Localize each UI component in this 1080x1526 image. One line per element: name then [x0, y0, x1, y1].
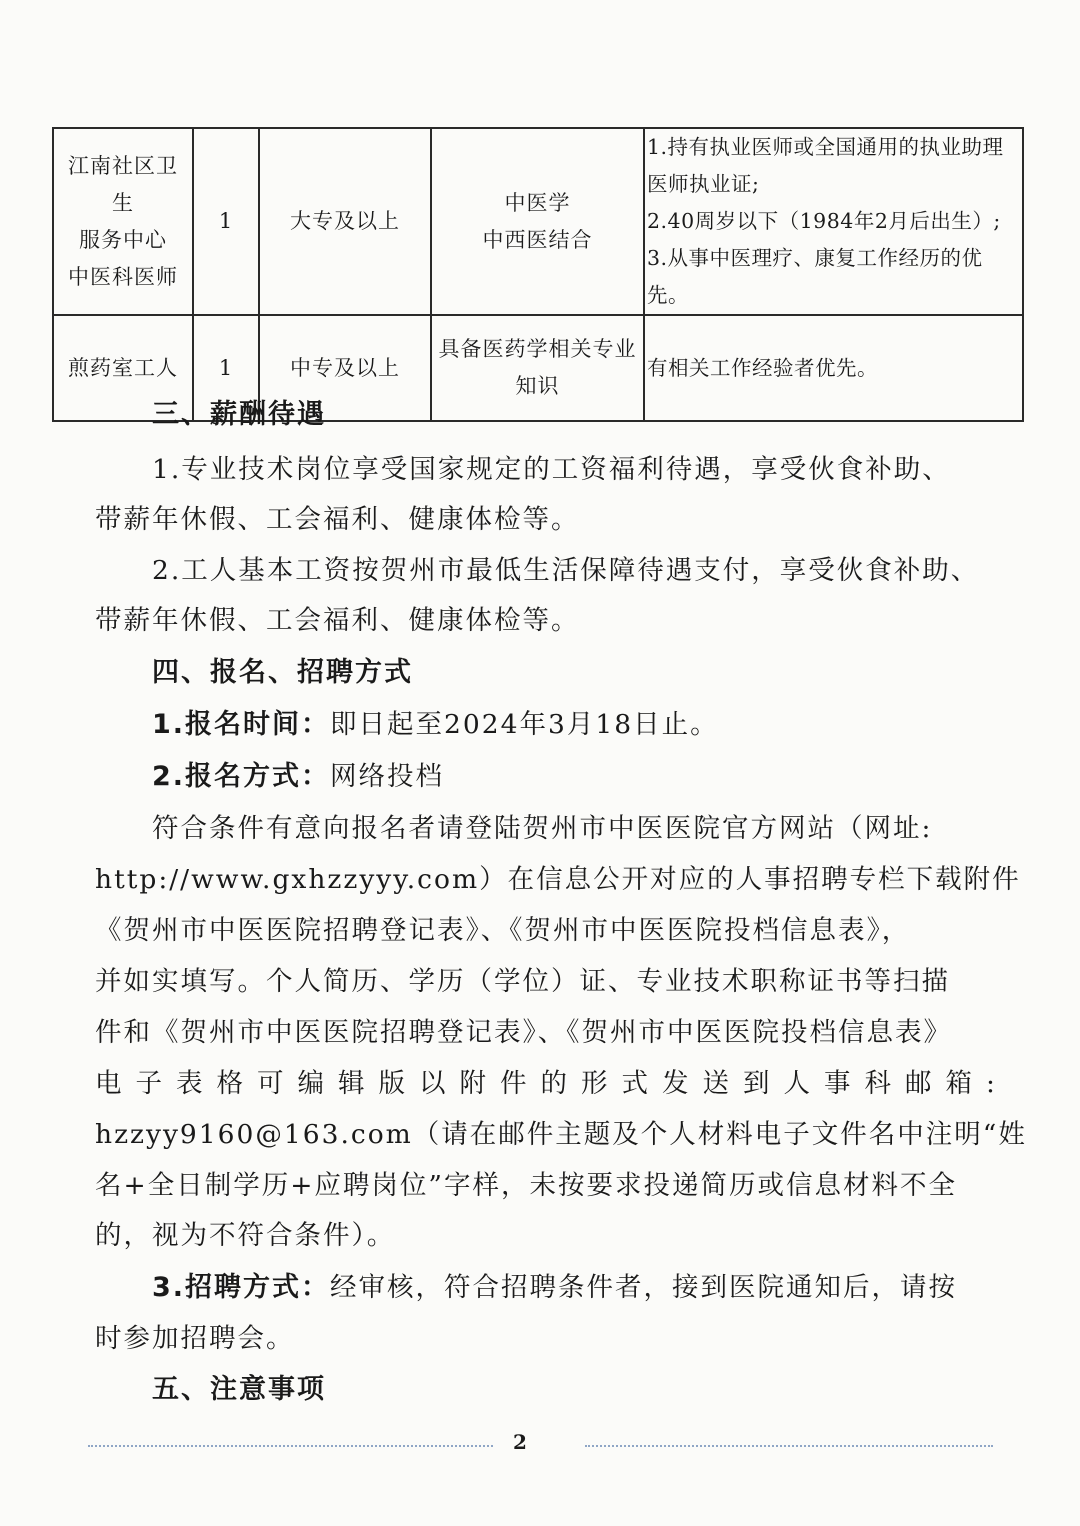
apply-line: 符合条件有意向报名者请登陆贺州市中医医院官方网站（网址:	[152, 813, 933, 844]
apply-time-value: 即日起至2024年3月18日止。	[330, 709, 719, 740]
apply-line: 《贺州市中医医院招聘登记表》、《贺州市中医医院投档信息表》，	[95, 915, 911, 946]
salary-paragraph-1: 1.专业技术岗位享受国家规定的工资福利待遇，享受伙食补助、	[152, 454, 951, 485]
position-cell: 煎药室工人	[53, 315, 193, 421]
apply-time	[152, 702, 1042, 741]
notice-heading: 五、注意事项	[152, 1374, 326, 1405]
apply-method-value: 网络投档	[330, 761, 445, 792]
apply-method-label: 2.报名方式：	[152, 761, 331, 792]
requirements-cell: 1.持有执业医师或全国通用的执业助理医师执业证; 2.40周岁以下（1984年2月后出生）; 3.从事中医理疗、康复工作经历的优先。	[644, 128, 1023, 315]
salary-heading: 三、薪酬待遇	[152, 399, 326, 430]
footer-divider-right	[585, 1445, 993, 1447]
apply-method	[152, 754, 1042, 793]
apply-line: 名+全日制学历+应聘岗位”字样，未按要求投递简历或信息材料不全	[95, 1170, 957, 1201]
recruit-method	[152, 1265, 1042, 1304]
apply-line: 的，视为不符合条件）。	[95, 1220, 396, 1251]
major-cell: 具备医药学相关专业 知识	[431, 315, 644, 421]
recruit-method-label: 3.招聘方式：	[152, 1272, 331, 1303]
major-cell: 中医学 中西医结合	[431, 128, 644, 315]
apply-line: 并如实填写。个人简历、学历（学位）证、专业技术职称证书等扫描	[95, 966, 950, 997]
footer-divider-left	[88, 1445, 493, 1447]
apply-heading: 四、报名、招聘方式	[152, 657, 413, 688]
apply-line: http://www.gxhzzyyy.com）在信息公开对应的人事招聘专栏下载附件	[95, 864, 1021, 895]
count-cell: 1	[193, 315, 259, 421]
education-cell: 中专及以上	[259, 315, 431, 421]
count-cell: 1	[193, 128, 259, 315]
recruit-method-value: 经审核，符合招聘条件者，接到医院通知后，请按	[330, 1272, 958, 1303]
education-cell: 大专及以上	[259, 128, 431, 315]
apply-line: hzzyy9160@163.com（请在邮件主题及个人材料电子文件名中注明“姓	[95, 1119, 1027, 1150]
requirements-cell: 有相关工作经验者优先。	[644, 315, 1023, 421]
salary-paragraph-2: 2.工人基本工资按贺州市最低生活保障待遇支付，享受伙食补助、	[152, 555, 980, 586]
positions-table	[52, 127, 1024, 422]
position-cell: 江南社区卫生 服务中心 中医科医师	[53, 128, 193, 315]
page-number: 2	[513, 1430, 527, 1454]
table-row	[53, 128, 1023, 315]
recruit-method-cont: 时参加招聘会。	[95, 1323, 295, 1354]
apply-line: 电子表格可编辑版以附件的形式发送到人事科邮箱:	[95, 1068, 1009, 1099]
salary-paragraph-2-cont: 带薪年休假、工会福利、健康体检等。	[95, 605, 580, 636]
apply-time-label: 1.报名时间：	[152, 709, 331, 740]
apply-line: 件和《贺州市中医医院招聘登记表》、《贺州市中医医院投档信息表》	[95, 1017, 952, 1048]
salary-paragraph-1-cont: 带薪年休假、工会福利、健康体检等。	[95, 504, 580, 535]
